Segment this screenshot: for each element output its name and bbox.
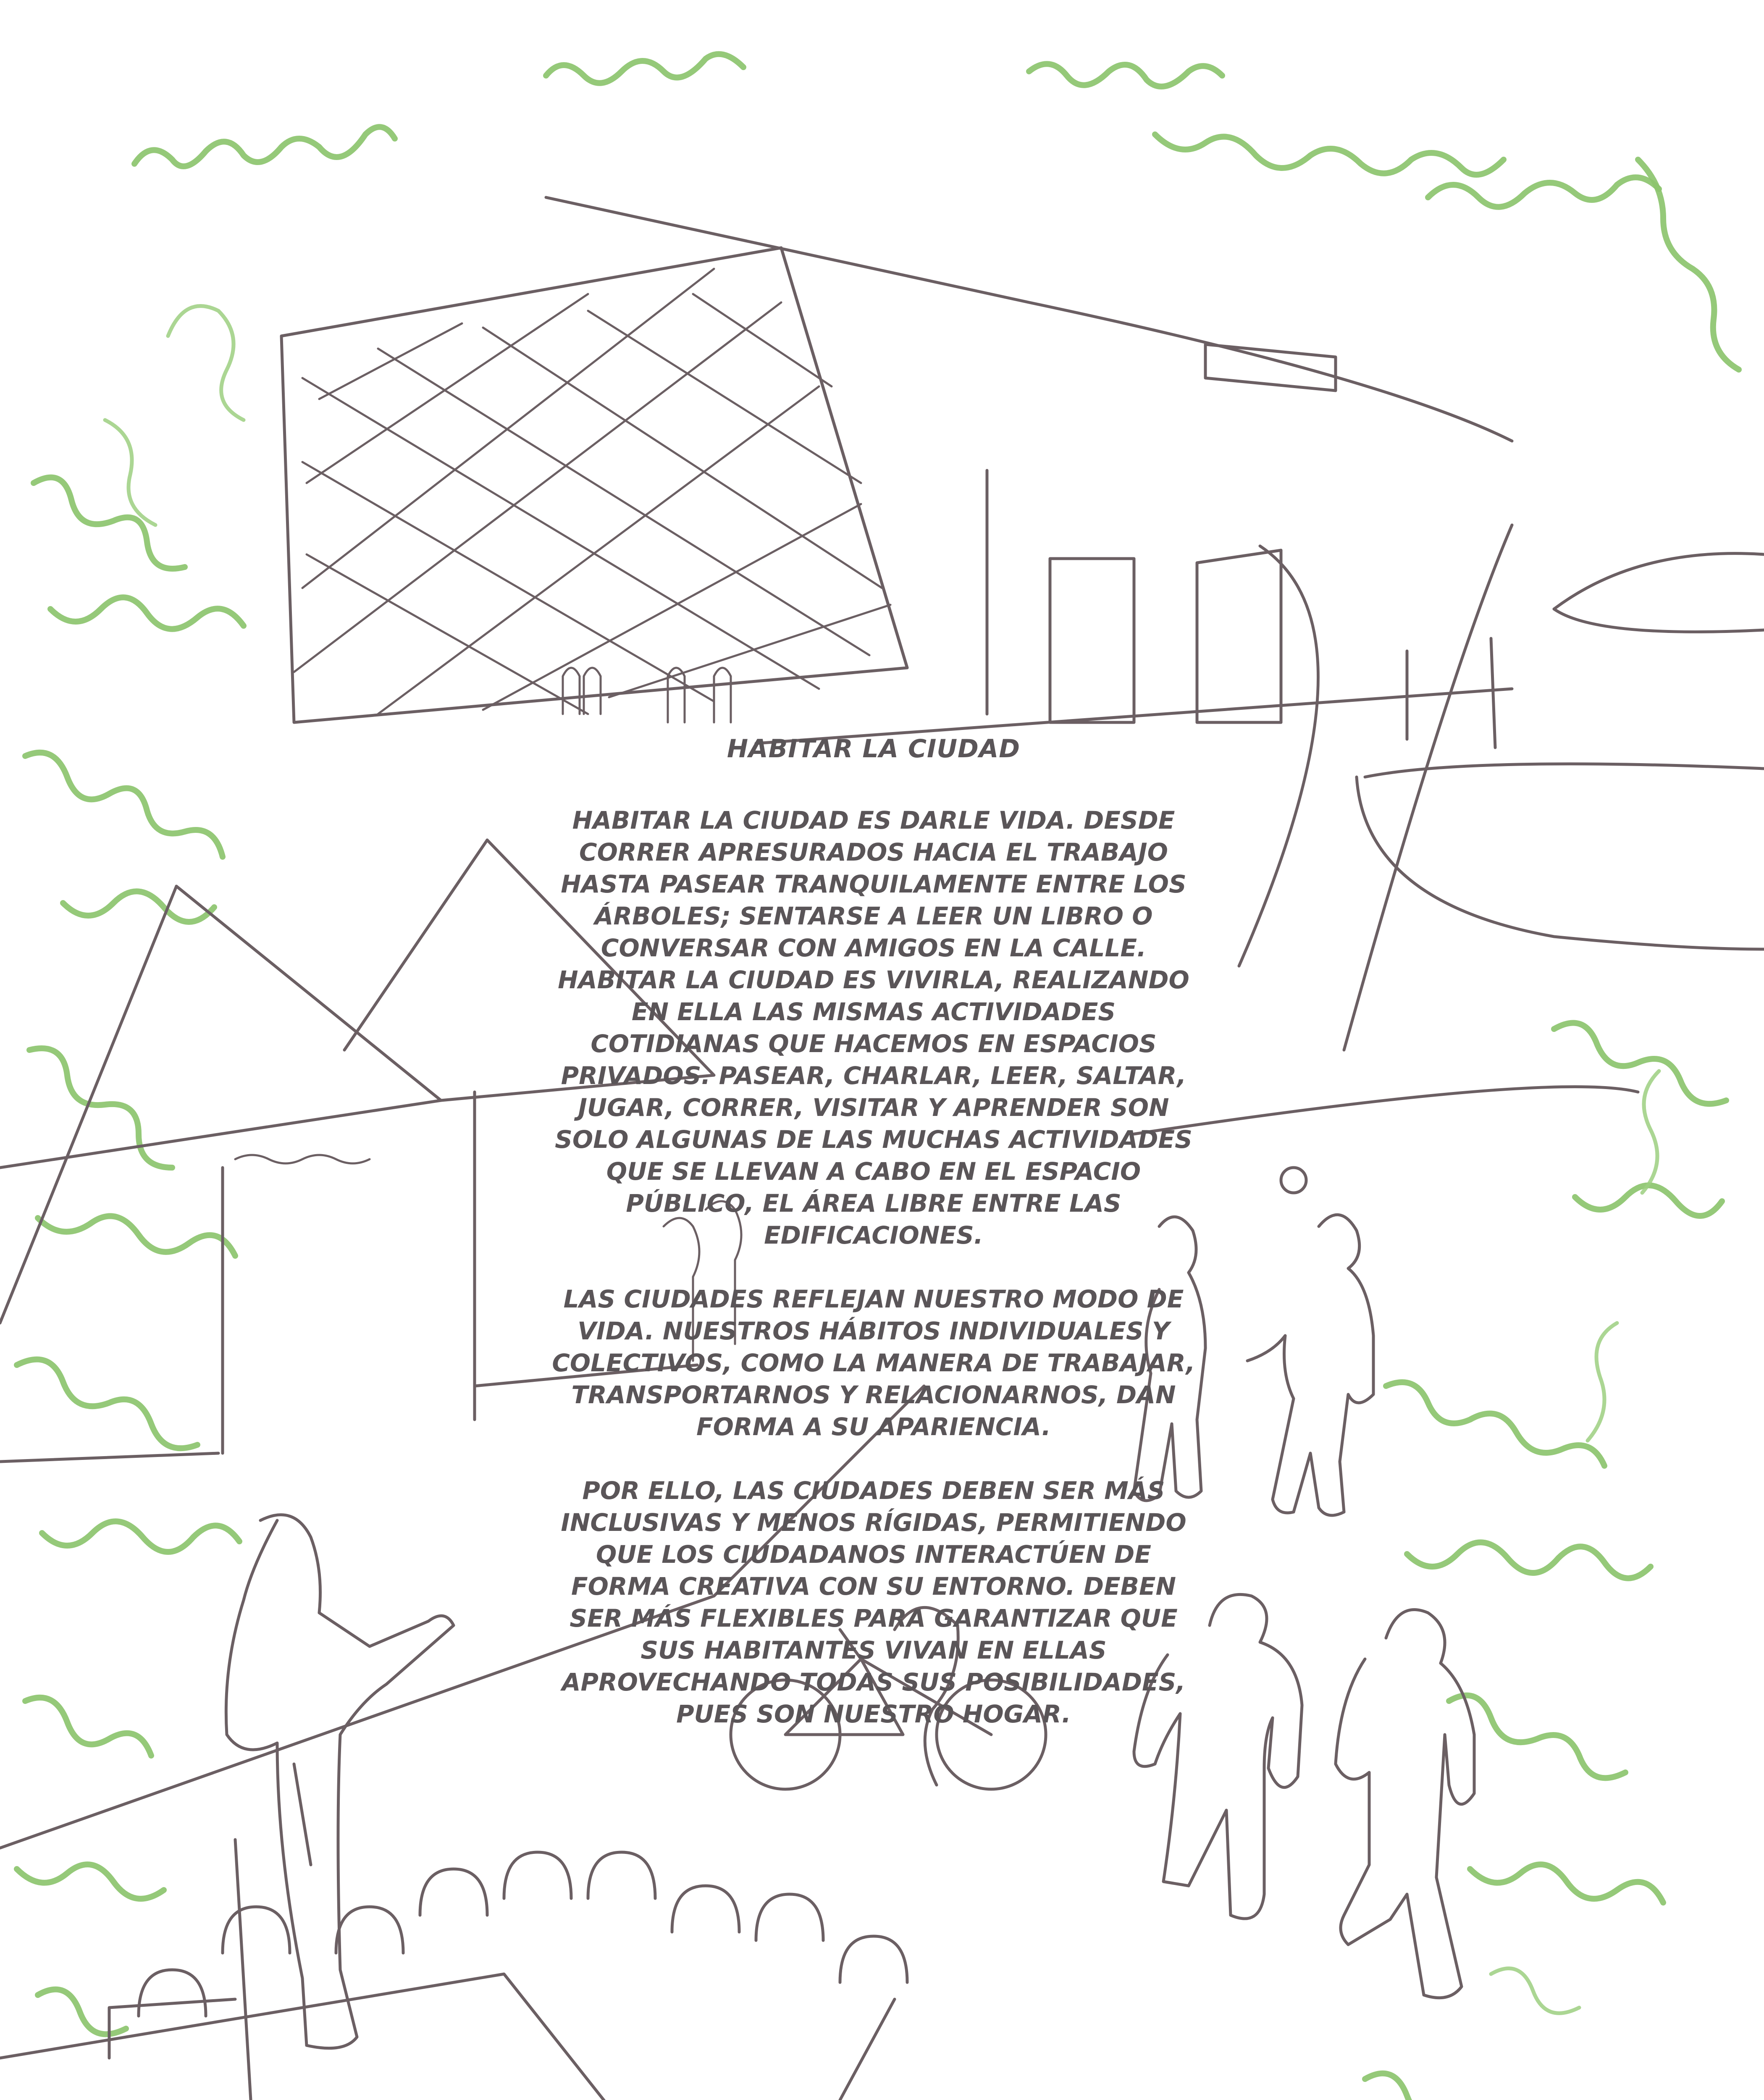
- paragraph-2: LAS CIUDADES REFLEJAN NUESTRO MODO DE VIDA. NUESTROS HÁBITOS INDIVIDUALES Y COLECTIVOS, COMO LA MANERA DE TRABAJAR, TRANSPORTARNOS Y RELACIONARNOS, DAN FORMA A SU APARIENCIA.: [552, 1285, 1195, 1441]
- fountain-sketch: [1239, 525, 1764, 1050]
- paragraph-3: POR ELLO, LAS CIUDADES DEBEN SER MÁS INCLUSIVAS Y MENOS RÍGIDAS, PERMITIENDO QUE LOS CIUDADANOS INTERACTÚEN DE FORMA CREATIVA CON SU ENTORNO. DEBEN SER MÁS FLEXIBLES PARA GARANTIZAR QUE SUS HABITANTES VIVAN EN ELLAS APROVECHANDO TODAS SUS POSIBILIDADES, PUES SON NUESTRO HOGAR.: [561, 1476, 1186, 1728]
- paragraph-1: HABITAR LA CIUDAD ES DARLE VIDA. DESDE CORRER APRESURADOS HACIA EL TRABAJO HASTA PASEAR TRANQUILAMENTE ENTRE LOS ÁRBOLES; SENTARSE A LEER UN LIBRO O CONVERSAR CON AMIGOS EN LA CALLE. HABITAR LA CIUDAD ES VIVIRLA, REALIZANDO EN ELLA LAS MISMAS ACTIVIDADES COTIDIANAS QUE HACEMOS EN ESPACIOS PRIVADOS. PASEAR, CHARLAR, LEER, SALTAR, JUGAR, CORRER, VISITAR Y APRENDER SON SOLO ALGUNAS DE LAS MUCHAS ACTIVIDADES QUE SE LLEVAN A CABO EN EL ESPACIO PÚBLICO, EL ÁREA LIBRE ENTRE LAS EDIFICACIONES.: [555, 806, 1192, 1250]
- page-title: HABITAR LA CIUDAD: [727, 734, 1021, 764]
- glass-building-sketch: [281, 197, 1512, 743]
- main-text-block: [550, 733, 1197, 1762]
